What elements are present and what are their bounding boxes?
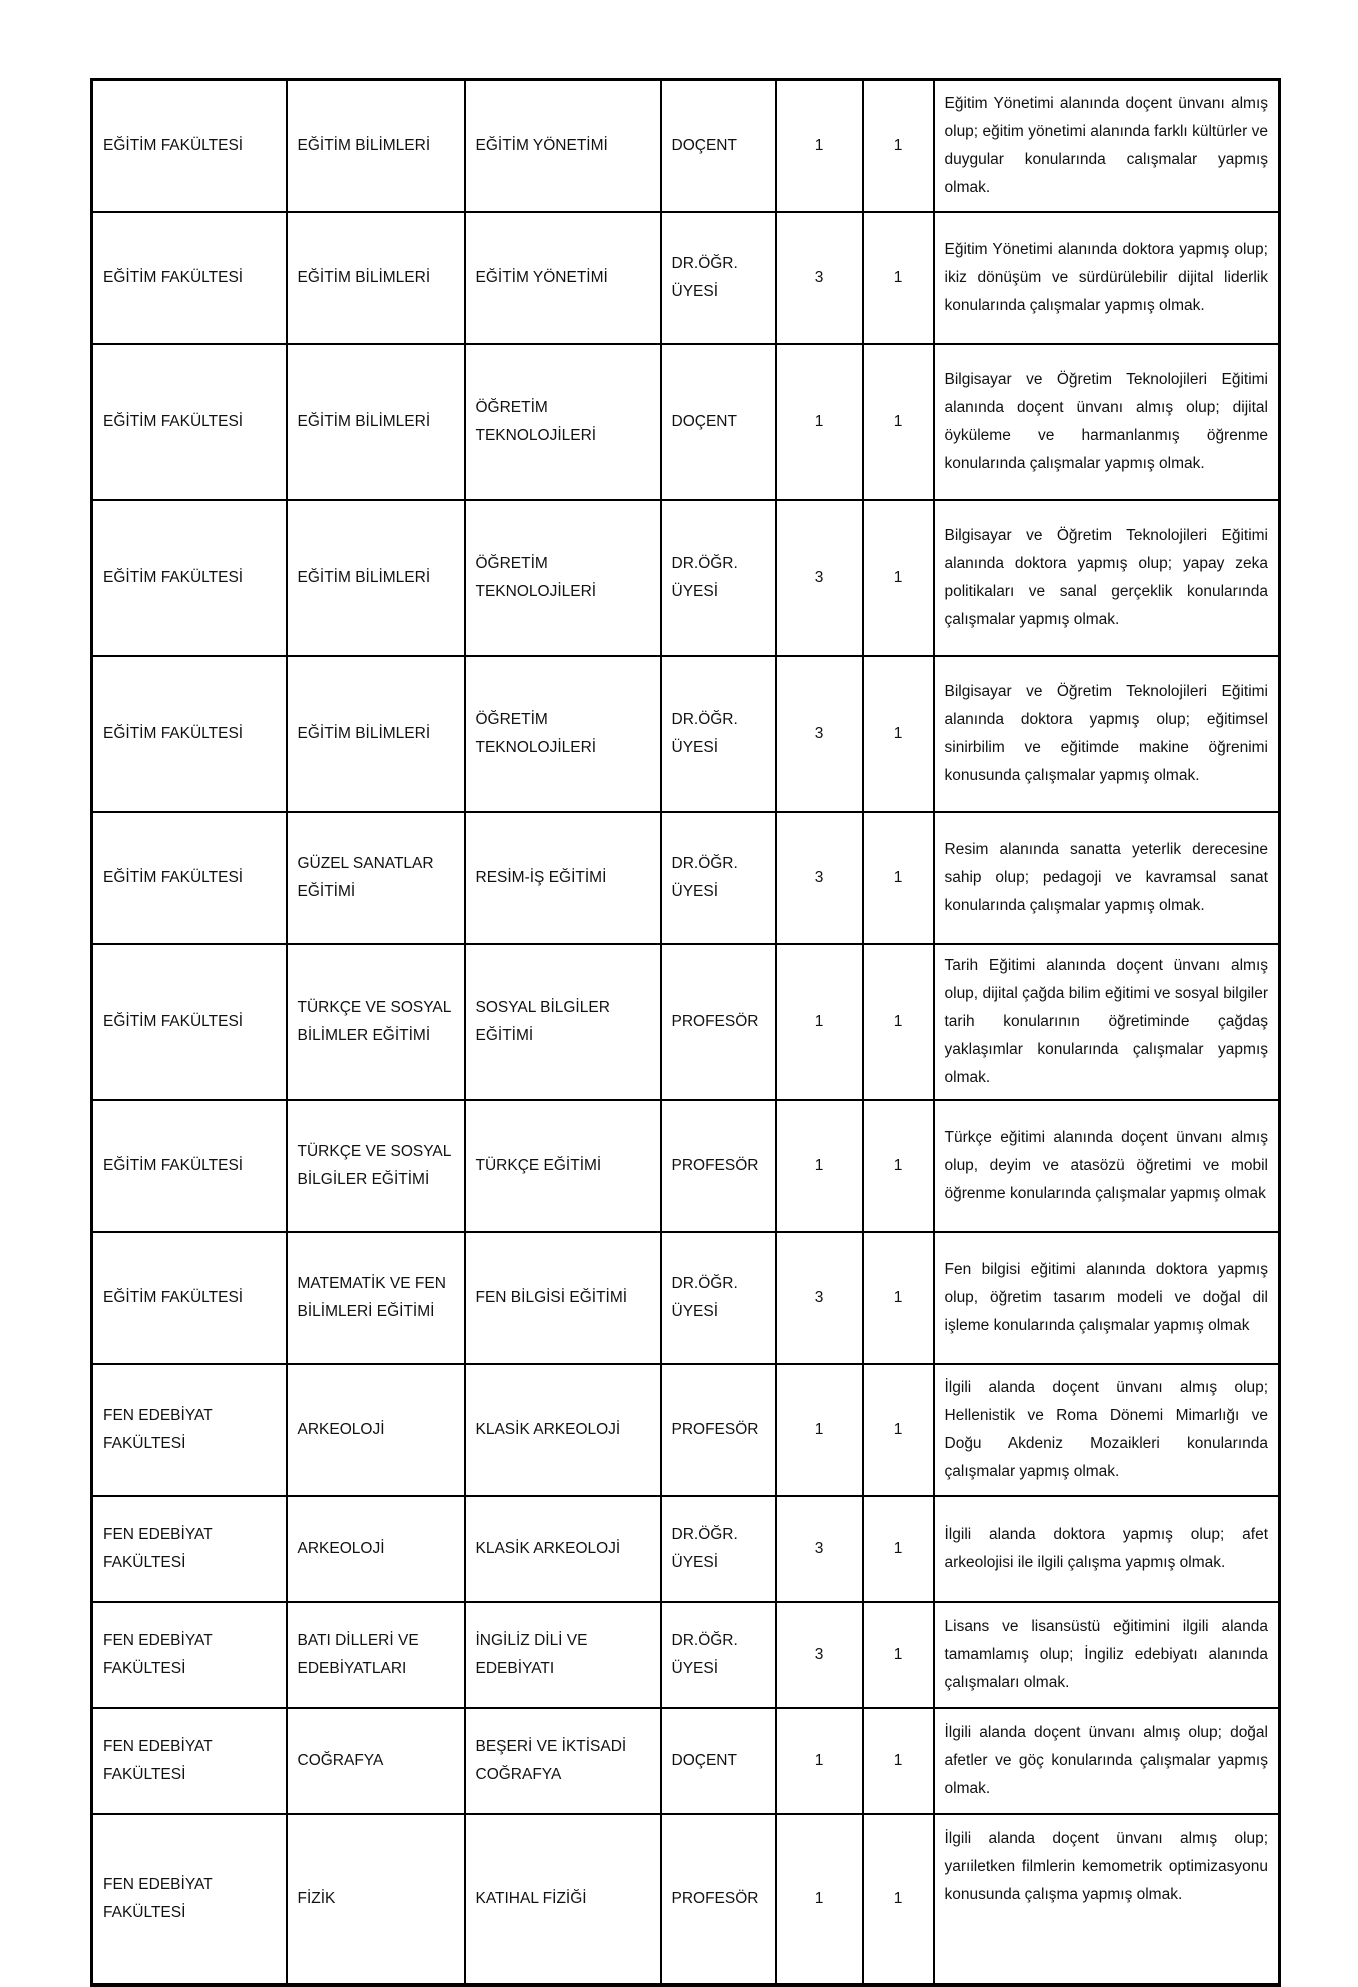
num2-cell: 1: [863, 1364, 934, 1496]
table-body: [92, 80, 1280, 1986]
title-cell: DR.ÖĞR. ÜYESİ: [661, 212, 776, 344]
num2-cell: 1: [863, 500, 934, 656]
faculty-cell: FEN EDEBİYAT FAKÜLTESİ: [92, 1364, 287, 1496]
num2-cell: 1: [863, 1708, 934, 1814]
title-cell: DOÇENT: [661, 1708, 776, 1814]
program-cell: ÖĞRETİM TEKNOLOJİLERİ: [465, 656, 661, 812]
table-row: [92, 812, 1280, 944]
num1-cell: 1: [776, 1708, 863, 1814]
department-cell: ARKEOLOJİ: [287, 1496, 465, 1602]
table-row: [92, 1496, 1280, 1602]
num1-cell: 1: [776, 1814, 863, 1985]
department-cell: EĞİTİM BİLİMLERİ: [287, 344, 465, 500]
faculty-cell: EĞİTİM FAKÜLTESİ: [92, 944, 287, 1100]
num2-cell: 1: [863, 1602, 934, 1708]
program-cell: SOSYAL BİLGİLER EĞİTİMİ: [465, 944, 661, 1100]
num1-cell: 1: [776, 944, 863, 1100]
title-cell: PROFESÖR: [661, 944, 776, 1100]
title-cell: PROFESÖR: [661, 1364, 776, 1496]
title-cell: DOÇENT: [661, 80, 776, 213]
department-cell: FİZİK: [287, 1814, 465, 1985]
title-cell: PROFESÖR: [661, 1100, 776, 1232]
table-row: [92, 1602, 1280, 1708]
num1-cell: 3: [776, 1602, 863, 1708]
num1-cell: 3: [776, 656, 863, 812]
faculty-cell: EĞİTİM FAKÜLTESİ: [92, 1232, 287, 1364]
description-cell: Tarih Eğitimi alanında doçent ünvanı almış olup, dijital çağda bilim eğitimi ve sosyal bilgiler tarih konularının öğretiminde çağdaş yaklaşımlar konularında çalışmalar yapmış olmak.: [934, 944, 1280, 1100]
table-row: [92, 1100, 1280, 1232]
num1-cell: 3: [776, 500, 863, 656]
table-row: [92, 80, 1280, 213]
num1-cell: 3: [776, 812, 863, 944]
department-cell: ARKEOLOJİ: [287, 1364, 465, 1496]
description-cell: İlgili alanda doktora yapmış olup; afet arkeolojisi ile ilgili çalışma yapmış olmak.: [934, 1496, 1280, 1602]
title-cell: DR.ÖĞR. ÜYESİ: [661, 1602, 776, 1708]
faculty-cell: EĞİTİM FAKÜLTESİ: [92, 80, 287, 213]
description-cell: İlgili alanda doçent ünvanı almış olup; doğal afetler ve göç konularında çalışmalar yapmış olmak.: [934, 1708, 1280, 1814]
program-cell: BEŞERİ VE İKTİSADİ COĞRAFYA: [465, 1708, 661, 1814]
faculty-cell: EĞİTİM FAKÜLTESİ: [92, 812, 287, 944]
table-row: [92, 500, 1280, 656]
department-cell: COĞRAFYA: [287, 1708, 465, 1814]
department-cell: EĞİTİM BİLİMLERİ: [287, 656, 465, 812]
program-cell: KATIHAL FİZİĞİ: [465, 1814, 661, 1985]
num2-cell: 1: [863, 1232, 934, 1364]
department-cell: MATEMATİK VE FEN BİLİMLERİ EĞİTİMİ: [287, 1232, 465, 1364]
description-cell: Eğitim Yönetimi alanında doçent ünvanı almış olup; eğitim yönetimi alanında farklı kültürler ve duygular konularında calışmalar yapmış olmak.: [934, 80, 1280, 213]
table-row: [92, 344, 1280, 500]
num2-cell: 1: [863, 1814, 934, 1985]
faculty-cell: EĞİTİM FAKÜLTESİ: [92, 500, 287, 656]
description-cell: Bilgisayar ve Öğretim Teknolojileri Eğitimi alanında doktora yapmış olup; yapay zeka politikaları ve sanal gerçeklik konularında çalışmalar yapmış olmak.: [934, 500, 1280, 656]
department-cell: BATI DİLLERİ VE EDEBİYATLARI: [287, 1602, 465, 1708]
description-cell: İlgili alanda doçent ünvanı almış olup; yarıiletken filmlerin kemometrik optimizasyonu konusunda çalışma yapmış olmak.: [934, 1814, 1280, 1985]
table-row: [92, 656, 1280, 812]
num2-cell: 1: [863, 812, 934, 944]
department-cell: TÜRKÇE VE SOSYAL BİLGİLER EĞİTİMİ: [287, 1100, 465, 1232]
title-cell: DOÇENT: [661, 344, 776, 500]
department-cell: EĞİTİM BİLİMLERİ: [287, 80, 465, 213]
description-cell: İlgili alanda doçent ünvanı almış olup; Hellenistik ve Roma Dönemi Mimarlığı ve Doğu Akdeniz Mozaikleri konularında çalışmalar yapmış olmak.: [934, 1364, 1280, 1496]
title-cell: DR.ÖĞR. ÜYESİ: [661, 1232, 776, 1364]
table-row: [92, 1364, 1280, 1496]
faculty-cell: EĞİTİM FAKÜLTESİ: [92, 656, 287, 812]
num2-cell: 1: [863, 212, 934, 344]
program-cell: TÜRKÇE EĞİTİMİ: [465, 1100, 661, 1232]
faculty-cell: FEN EDEBİYAT FAKÜLTESİ: [92, 1814, 287, 1985]
program-cell: KLASİK ARKEOLOJİ: [465, 1496, 661, 1602]
program-cell: EĞİTİM YÖNETİMİ: [465, 80, 661, 213]
program-cell: İNGİLİZ DİLİ VE EDEBİYATI: [465, 1602, 661, 1708]
table-row: [92, 1708, 1280, 1814]
program-cell: ÖĞRETİM TEKNOLOJİLERİ: [465, 344, 661, 500]
department-cell: TÜRKÇE VE SOSYAL BİLİMLER EĞİTİMİ: [287, 944, 465, 1100]
faculty-cell: EĞİTİM FAKÜLTESİ: [92, 212, 287, 344]
num1-cell: 3: [776, 1232, 863, 1364]
table-row: [92, 1232, 1280, 1364]
title-cell: DR.ÖĞR. ÜYESİ: [661, 1496, 776, 1602]
table-row: [92, 1814, 1280, 1985]
table-row: [92, 944, 1280, 1100]
num2-cell: 1: [863, 1100, 934, 1232]
num1-cell: 3: [776, 212, 863, 344]
table-row: [92, 212, 1280, 344]
num2-cell: 1: [863, 944, 934, 1100]
department-cell: GÜZEL SANATLAR EĞİTİMİ: [287, 812, 465, 944]
faculty-cell: EĞİTİM FAKÜLTESİ: [92, 1100, 287, 1232]
description-cell: Fen bilgisi eğitimi alanında doktora yapmış olup, öğretim tasarım modeli ve doğal dil işleme konularında çalışmalar yapmış olmak: [934, 1232, 1280, 1364]
description-cell: Bilgisayar ve Öğretim Teknolojileri Eğitimi alanında doçent ünvanı almış olup; dijital öyküleme ve harmanlanmış öğrenme konularında çalışmalar yapmış olmak.: [934, 344, 1280, 500]
description-cell: Türkçe eğitimi alanında doçent ünvanı almış olup, deyim ve atasözü öğretimi ve mobil öğrenme konularında çalışmalar yapmış olmak: [934, 1100, 1280, 1232]
num1-cell: 3: [776, 1496, 863, 1602]
program-cell: KLASİK ARKEOLOJİ: [465, 1364, 661, 1496]
title-cell: PROFESÖR: [661, 1814, 776, 1985]
faculty-cell: EĞİTİM FAKÜLTESİ: [92, 344, 287, 500]
num1-cell: 1: [776, 80, 863, 213]
description-cell: Resim alanında sanatta yeterlik derecesine sahip olup; pedagoji ve kavramsal sanat konularında çalışmalar yapmış olmak.: [934, 812, 1280, 944]
num2-cell: 1: [863, 344, 934, 500]
num2-cell: 1: [863, 1496, 934, 1602]
program-cell: EĞİTİM YÖNETİMİ: [465, 212, 661, 344]
num2-cell: 1: [863, 656, 934, 812]
num1-cell: 1: [776, 1100, 863, 1232]
department-cell: EĞİTİM BİLİMLERİ: [287, 212, 465, 344]
description-cell: Eğitim Yönetimi alanında doktora yapmış olup; ikiz dönüşüm ve sürdürülebilir dijital liderlik konularında çalışmalar yapmış olmak.: [934, 212, 1280, 344]
num1-cell: 1: [776, 344, 863, 500]
title-cell: DR.ÖĞR. ÜYESİ: [661, 656, 776, 812]
description-cell: Lisans ve lisansüstü eğitimini ilgili alanda tamamlamış olup; İngiliz edebiyatı alanında çalışmaları olmak.: [934, 1602, 1280, 1708]
program-cell: ÖĞRETİM TEKNOLOJİLERİ: [465, 500, 661, 656]
title-cell: DR.ÖĞR. ÜYESİ: [661, 500, 776, 656]
title-cell: DR.ÖĞR. ÜYESİ: [661, 812, 776, 944]
department-cell: EĞİTİM BİLİMLERİ: [287, 500, 465, 656]
faculty-cell: FEN EDEBİYAT FAKÜLTESİ: [92, 1602, 287, 1708]
faculty-cell: FEN EDEBİYAT FAKÜLTESİ: [92, 1496, 287, 1602]
program-cell: FEN BİLGİSİ EĞİTİMİ: [465, 1232, 661, 1364]
academic-postings-table: [90, 78, 1281, 1987]
program-cell: RESİM-İŞ EĞİTİMİ: [465, 812, 661, 944]
num1-cell: 1: [776, 1364, 863, 1496]
faculty-cell: FEN EDEBİYAT FAKÜLTESİ: [92, 1708, 287, 1814]
description-cell: Bilgisayar ve Öğretim Teknolojileri Eğitimi alanında doktora yapmış olup; eğitimsel sinirbilim ve eğitimde makine öğrenimi konusunda çalışmalar yapmış olmak.: [934, 656, 1280, 812]
num2-cell: 1: [863, 80, 934, 213]
